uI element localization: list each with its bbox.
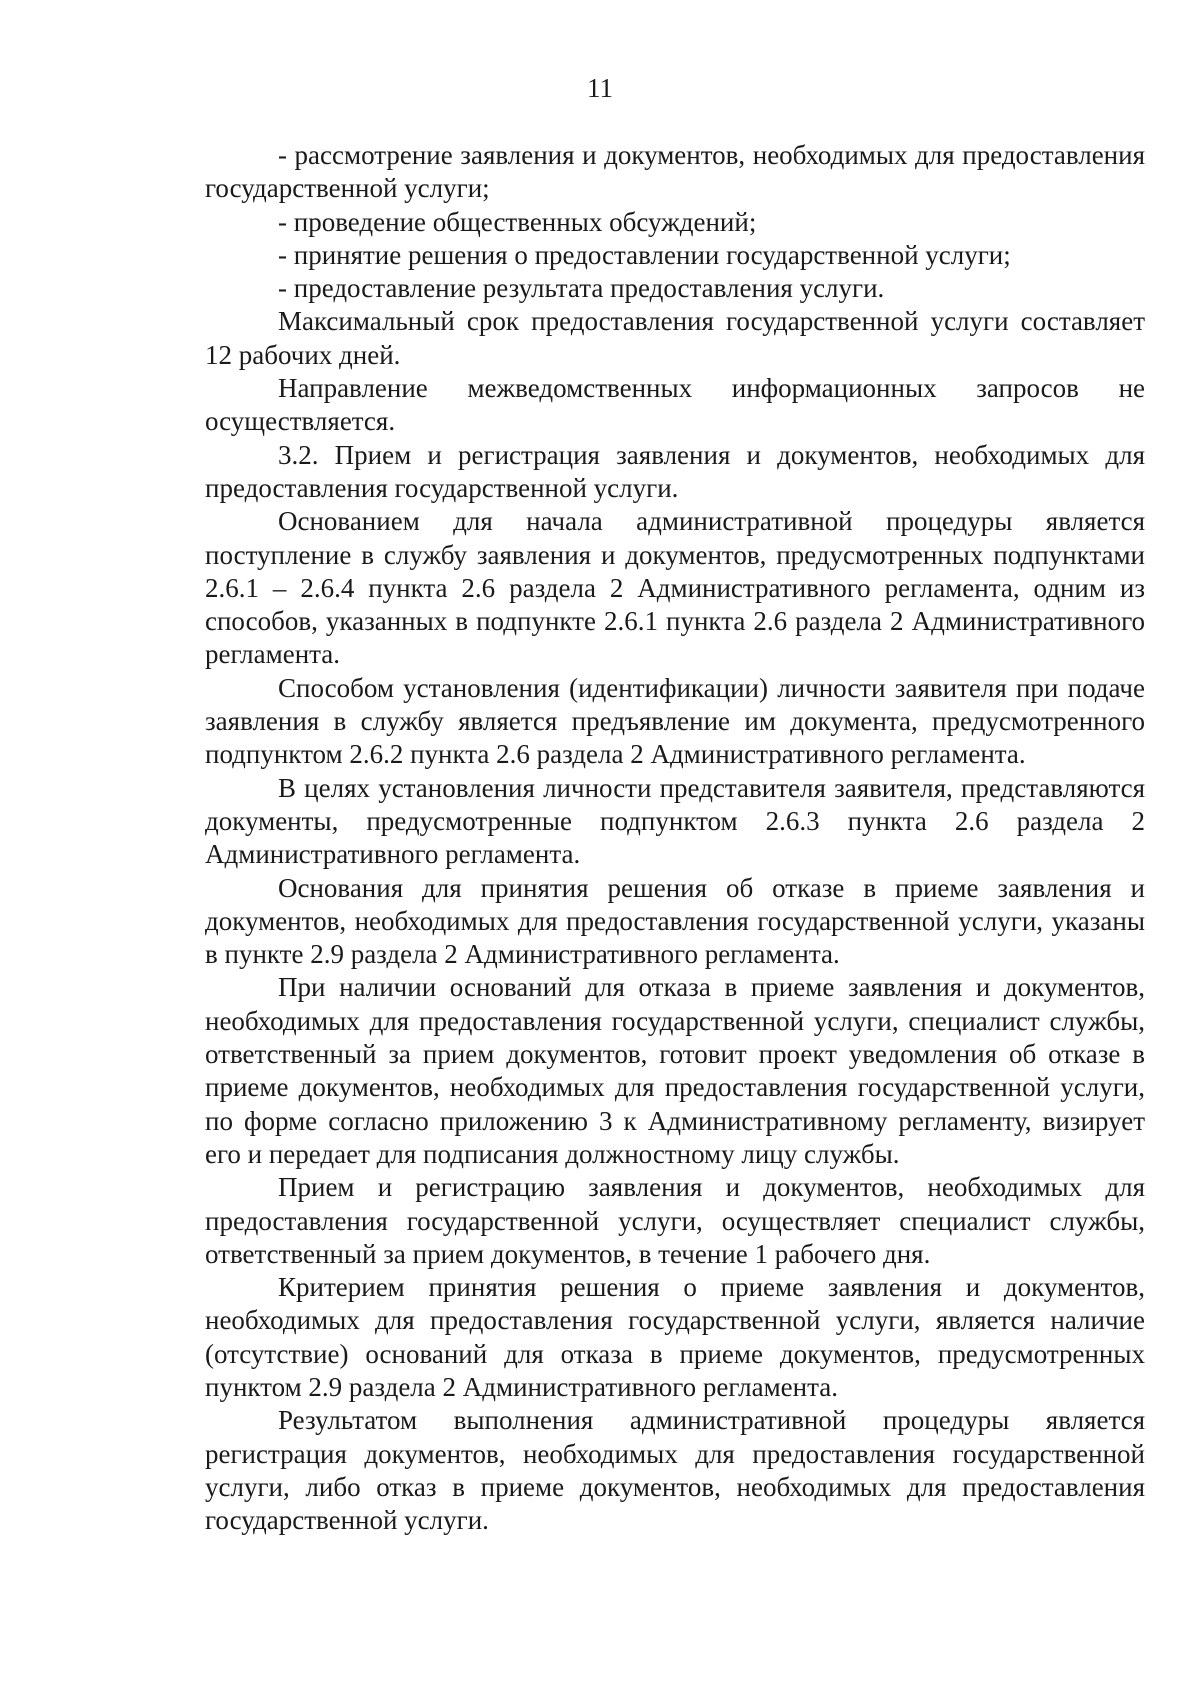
paragraph: При наличии оснований для отказа в приеме заявления и документов, необходимых для предоставления государственной услуги, специалист службы, ответственный за прием документов, готовит проект уведомления об отказе в приеме документов, необходимых для предоставления государственной услуги, по форме согласно приложению 3 к Административному регламенту, визирует его и передает для подписания должностному лицу службы. <box>205 972 1145 1169</box>
paragraph: - принятие решения о предоставлении государственной услуги; <box>278 239 1011 270</box>
page-number: 11 <box>587 73 613 103</box>
paragraph: Направление межведомственных информационных запросов не осуществляется. <box>205 373 1145 437</box>
document-body <box>205 139 1145 1537</box>
paragraph: - предоставление результата предоставления услуги. <box>278 273 885 304</box>
paragraph: Результатом выполнения административной процедуры является регистрация документов, необходимых для предоставления государственной услуги, либо отказ в приеме документов, необходимых для предоставления государственной услуги. <box>205 1405 1145 1536</box>
paragraph: Критерием принятия решения о приеме заявления и документов, необходимых для предоставления государственной услуги, является наличие (отсутствие) оснований для отказа в приеме документов, предусмотренных пунктом 2.9 раздела 2 Административного регламента. <box>205 1272 1145 1402</box>
paragraph: В целях установления личности представителя заявителя, представляются документы, предусмотренные подпунктом 2.6.3 пункта 2.6 раздела 2 Административного регламента. <box>205 772 1145 870</box>
paragraph: Основанием для начала административной процедуры является поступление в службу заявления и документов, предусмотренных подпунктами 2.6.1 – 2.6.4 пункта 2.6 раздела 2 Административного регламента, одним из способов, указанных в подпункте 2.6.1 пункта 2.6 раздела 2 Административного регламента. <box>205 506 1145 670</box>
paragraph: - рассмотрение заявления и документов, необходимых для предоставления государственной услуги; <box>205 140 1145 204</box>
section-heading: 3.2. Прием и регистрация заявления и документов, необходимых для предоставления государственной услуги. <box>205 439 1145 503</box>
paragraph: Максимальный срок предоставления государственной услуги составляет 12 рабочих дней. <box>205 306 1145 370</box>
paragraph: Основания для принятия решения об отказе в приеме заявления и документов, необходимых для предоставления государственной услуги, указаны в пункте 2.9 раздела 2 Административного регламента. <box>205 872 1145 970</box>
paragraph: Прием и регистрацию заявления и документов, необходимых для предоставления государственной услуги, осуществляет специалист службы, ответственный за прием документов, в течение 1 рабочего дня. <box>205 1172 1145 1269</box>
paragraph: Способом установления (идентификации) личности заявителя при подаче заявления в службу является предъявление им документа, предусмотренного подпунктом 2.6.2 пункта 2.6 раздела 2 Административного регламента. <box>205 672 1145 770</box>
paragraph: - проведение общественных обсуждений; <box>278 206 757 237</box>
